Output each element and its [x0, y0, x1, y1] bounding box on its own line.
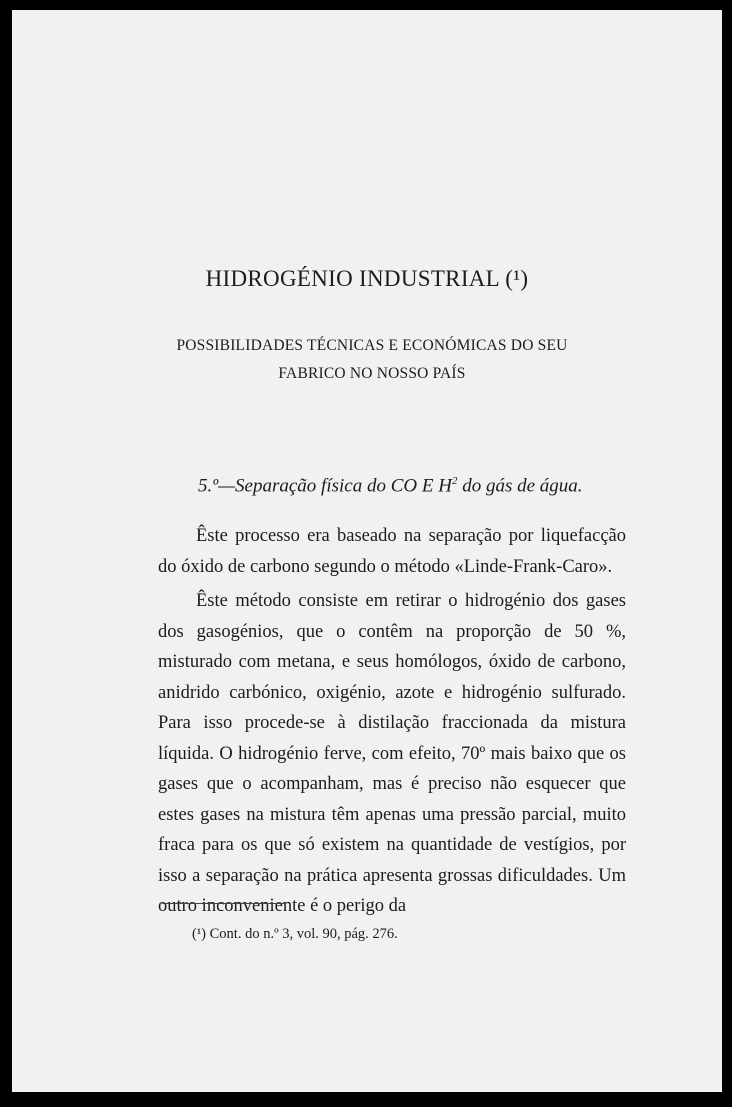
document-page	[12, 10, 722, 1092]
section-heading	[198, 475, 583, 497]
footnote-text: Cont. do n.º 3, vol. 90, pág. 276.	[206, 926, 398, 942]
paragraph-1: Êste processo era baseado na separação por liquefacção do óxido de carbono segundo o método «Linde-Frank-Caro».	[158, 526, 626, 577]
page-subtitle	[132, 332, 612, 388]
subtitle-line-1: POSSIBILIDADES TÉCNICAS E ECONÓMICAS DO SEU	[176, 337, 568, 354]
subtitle-line-2: FABRICO NO NOSSO PAÍS	[278, 365, 466, 382]
title-footnote-ref: (¹)	[505, 266, 529, 291]
footnote-mark: (¹)	[192, 926, 207, 942]
title-text: HIDROGÉNIO INDUSTRIAL	[205, 266, 500, 291]
footnote	[192, 926, 398, 943]
paragraph-2: Êste método consiste em retirar o hidrogénio dos gases dos gasogénios, que o contêm na proporção de 50 %, misturado com metana, e seus homólogos, óxido de carbono, anidrido carbónico, oxigénio, azote e hidrogénio sulfurado. Para isso procede-se à distilação fraccionada da mistura líquida. O hidrogénio ferve, com efeito, 70º mais baixo que os gases que o acompanham, mas é preciso não esquecer que estes gases na mistura têm apenas uma pressão parcial, muito fraca para os que só existem na quantidade de vestígios, por isso a separação na prática apresenta grossas dificuldades. Um outro inconveniente é o perigo da	[158, 591, 626, 916]
section-heading-superscript: 2	[451, 475, 458, 487]
footnote-divider	[162, 903, 286, 904]
section-heading-end: do gás de água.	[457, 475, 583, 497]
body-text	[158, 521, 626, 922]
page-title	[12, 266, 722, 292]
section-heading-text: 5.º—Separação física do CO E H	[198, 475, 452, 497]
